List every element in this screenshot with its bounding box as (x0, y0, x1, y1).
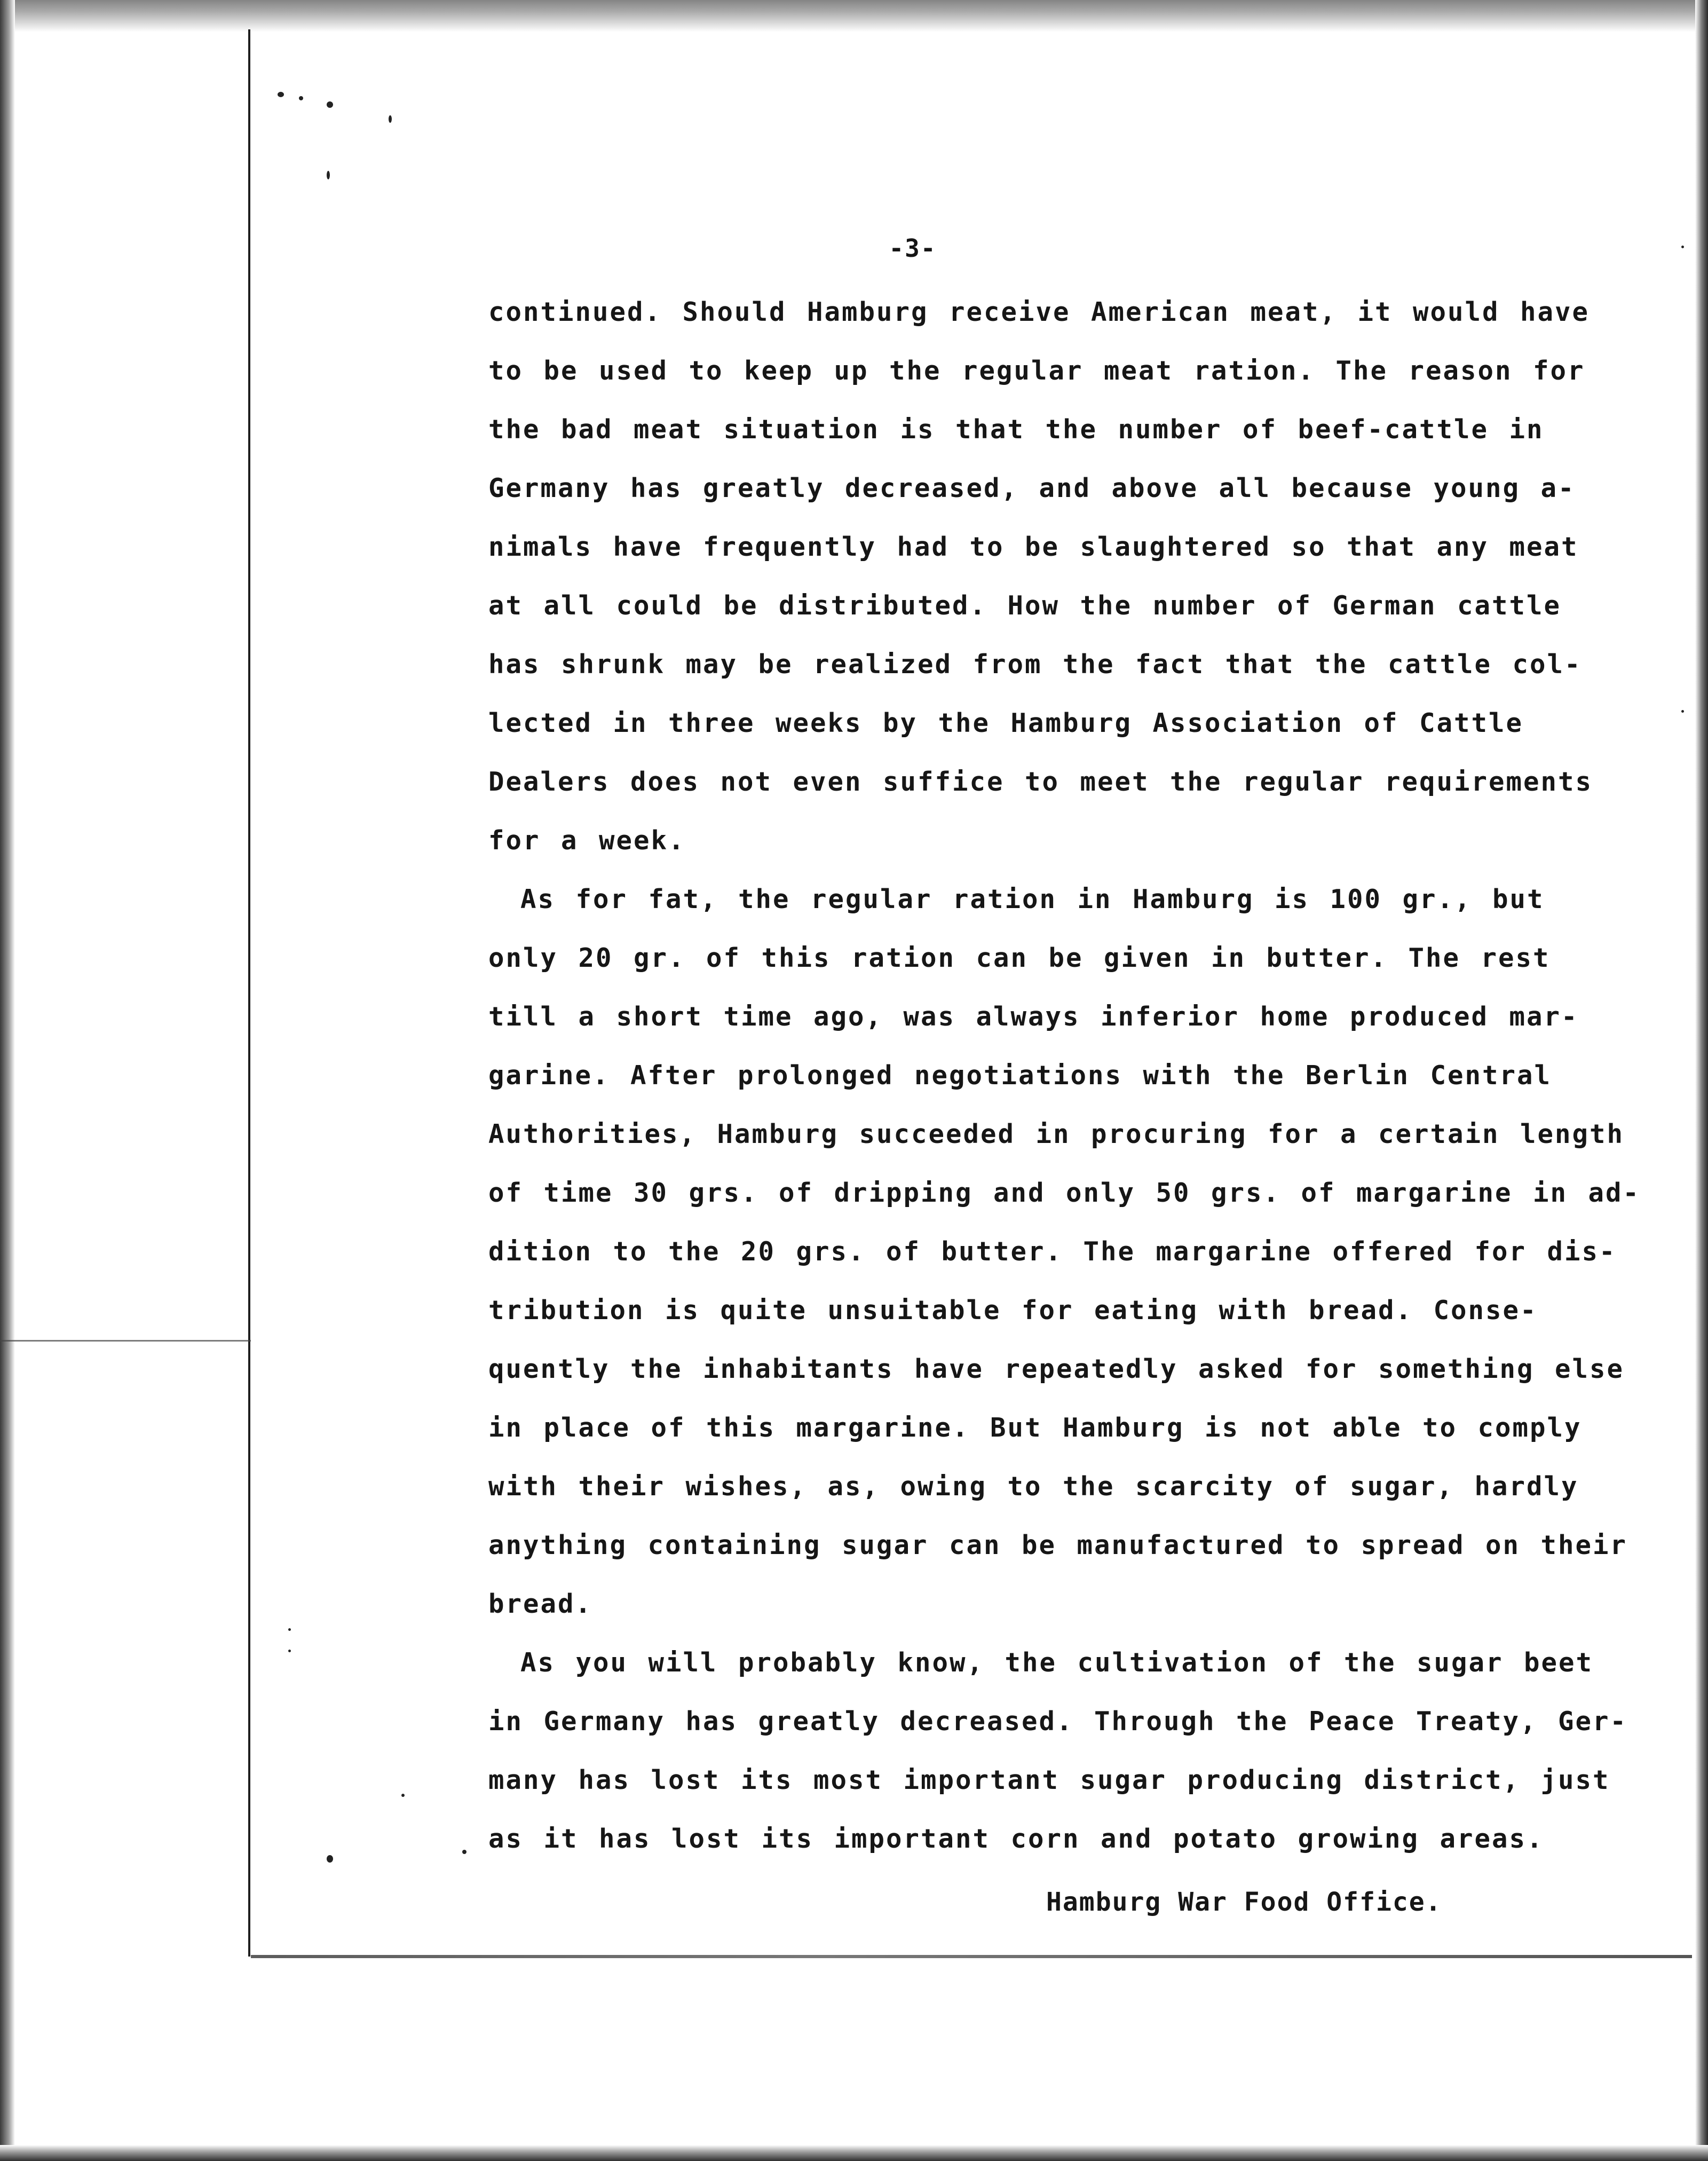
page-number: -3- (889, 234, 937, 263)
text-line: the bad meat situation is that the number of beef-cattle in (488, 414, 1544, 445)
scan-edge-bottom (0, 2145, 1708, 2161)
text-line: bread. (488, 1589, 593, 1619)
text-line: quently the inhabitants have repeatedly asked for something else (488, 1354, 1625, 1384)
text-line: anything containing sugar can be manufactured to spread on their (488, 1530, 1628, 1560)
text-line: till a short time ago, was always inferior home produced mar- (488, 1001, 1579, 1032)
text-line: As you will probably know, the cultivation of the sugar beet (520, 1647, 1594, 1678)
text-line: to be used to keep up the regular meat ration. The reason for (488, 356, 1585, 386)
ink-speck (288, 1628, 291, 1631)
text-line: As for fat, the regular ration in Hamburg is 100 gr., but (520, 884, 1545, 914)
text-line: has shrunk may be realized from the fact that the cattle col- (488, 649, 1582, 680)
paragraph-sugar-beet (488, 1634, 1628, 1868)
ink-speck (299, 96, 303, 100)
text-line: in Germany has greatly decreased. Through the Peace Treaty, Ger- (488, 1706, 1628, 1737)
ink-speck (389, 115, 392, 123)
text-line: Authorities, Hamburg succeeded in procuring for a certain length (488, 1119, 1625, 1149)
text-line: for a week. (488, 825, 686, 856)
scan-edge-right (1695, 0, 1708, 2161)
letter-body (488, 283, 1641, 1868)
signature-line: Hamburg War Food Office. (1046, 1887, 1442, 1917)
ink-speck (327, 101, 333, 108)
ink-speck (401, 1794, 405, 1797)
text-line: many has lost its most important sugar producing district, just (488, 1765, 1610, 1795)
text-line: with their wishes, as, owing to the scarcity of sugar, hardly (488, 1471, 1579, 1502)
ink-speck (327, 1855, 333, 1863)
text-line: dition to the 20 grs. of butter. The margarine offered for dis- (488, 1236, 1617, 1267)
text-line: lected in three weeks by the Hamburg Association of Cattle (488, 708, 1524, 738)
paragraph-fat-ration (488, 870, 1641, 1634)
ink-speck (327, 171, 330, 179)
fold-line (0, 1340, 251, 1342)
text-line: only 20 gr. of this ration can be given in butter. The rest (488, 943, 1551, 973)
paper-edge-bottom (251, 1955, 1692, 1958)
paragraph-meat-situation (488, 283, 1593, 870)
text-line: of time 30 grs. of dripping and only 50 grs. of margarine in ad- (488, 1178, 1641, 1208)
ink-speck (1681, 710, 1684, 713)
text-line: nimals have frequently had to be slaughtered so that any meat (488, 532, 1579, 562)
text-line: continued. Should Hamburg receive American meat, it would have (488, 297, 1590, 327)
scan-edge-left (0, 0, 15, 2161)
text-line: as it has lost its important corn and potato growing areas. (488, 1824, 1544, 1854)
ink-speck (1681, 246, 1684, 248)
text-line: at all could be distributed. How the number of German cattle (488, 590, 1562, 621)
text-line: in place of this margarine. But Hamburg is not able to comply (488, 1413, 1582, 1443)
text-line: Dealers does not even suffice to meet the regular requirements (488, 767, 1593, 797)
ink-speck (278, 92, 284, 97)
ink-speck (288, 1650, 291, 1652)
text-line: Germany has greatly decreased, and above all because young a- (488, 473, 1576, 503)
ink-speck (462, 1850, 466, 1854)
text-line: garine. After prolonged negotiations with the Berlin Central (488, 1060, 1552, 1091)
scan-edge-top (0, 0, 1708, 32)
paper-edge-left (248, 29, 250, 1957)
text-line: tribution is quite unsuitable for eating with bread. Conse- (488, 1295, 1538, 1326)
